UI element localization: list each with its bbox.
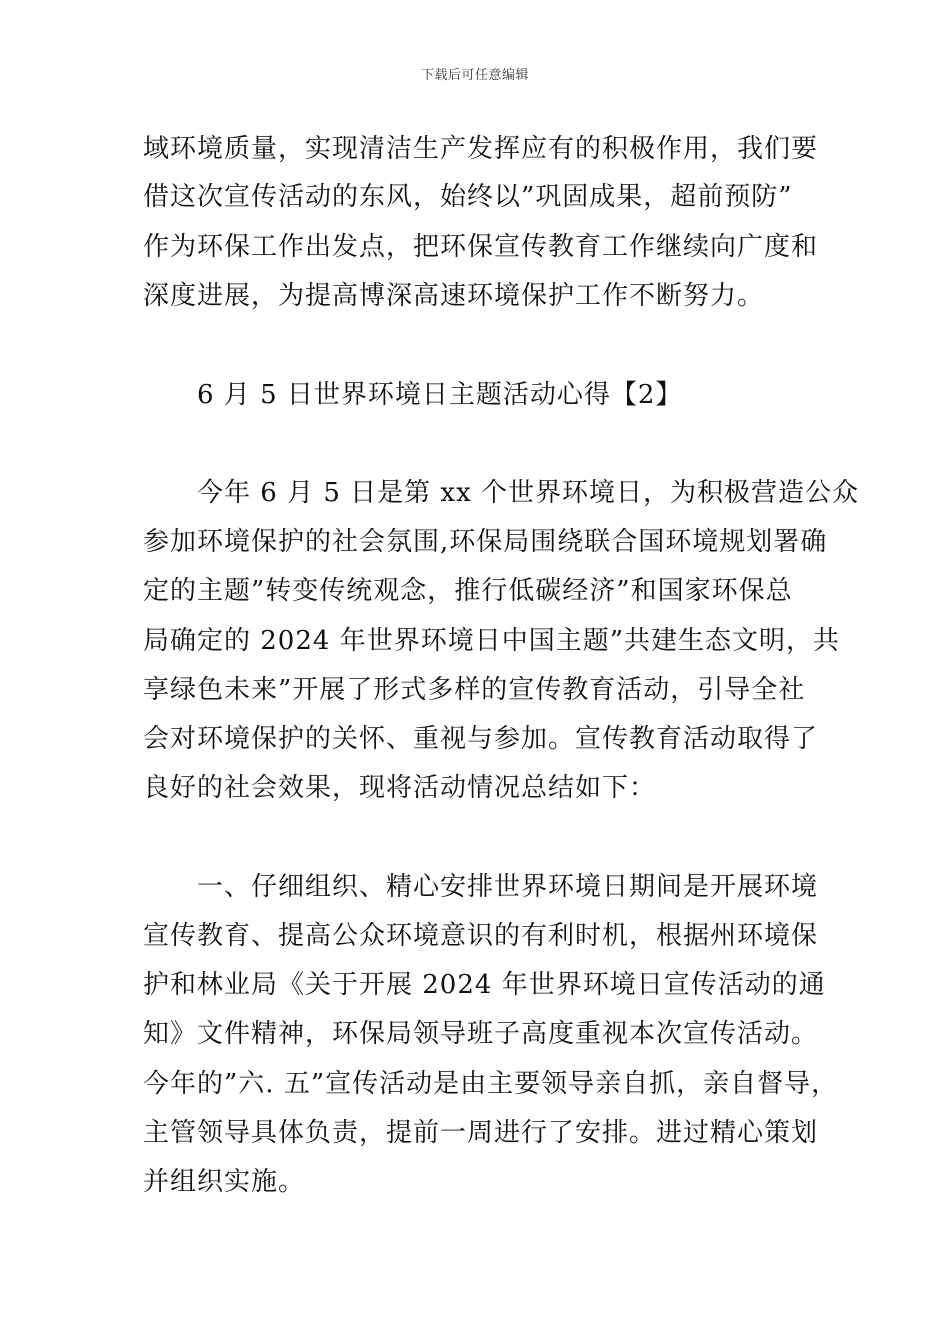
- text-line: 今年的”六. 五”宣传活动是由主要领导亲自抓，亲自督导，: [143, 1069, 839, 1099]
- text-line: 一、仔细组织、精心安排世界环境日期间是开展环境: [197, 872, 819, 902]
- text-line: 知》文件精神，环保局领导班子高度重视本次宣传活动。: [143, 1019, 819, 1049]
- text-line: 主管领导具体负责，提前一周进行了安排。进过精心策划: [143, 1118, 819, 1148]
- text-line: 良好的社会效果，现将活动情况总结如下：: [143, 773, 657, 803]
- text-line: 会对环境保护的关怀、重视与参加。宣传教育活动取得了: [143, 724, 819, 754]
- text-line: 定的主题”转变传统观念，推行低碳经济”和国家环保总: [143, 576, 793, 606]
- text-line: 借这次宣传活动的东风，始终以”巩固成果，超前预防”: [143, 182, 793, 212]
- text-line: 深度进展，为提高博深高速环境保护工作不断努力。: [143, 281, 765, 311]
- text-line: 局确定的 2024 年世界环境日中国主题”共建生态文明，共: [143, 626, 840, 656]
- heading-line: 6 月 5 日世界环境日主题活动心得【2】: [197, 380, 683, 410]
- page-header: 下载后可任意编辑: [420, 68, 529, 83]
- text-line: 今年 6 月 5 日是第 xx 个世界环境日，为积极营造公众: [197, 478, 859, 508]
- text-line: 并组织实施。: [143, 1167, 306, 1197]
- text-line: 宣传教育、提高公众环境意识的有利时机，根据州环境保: [143, 921, 819, 951]
- text-line: 护和林业局《关于开展 2024 年世界环境日宣传活动的通: [143, 970, 826, 1000]
- text-line: 作为环保工作出发点，把环保宣传教育工作继续向广度和: [143, 232, 819, 262]
- text-line: 域环境质量，实现清洁生产发挥应有的积极作用，我们要: [143, 134, 819, 164]
- text-line: 参加环境保护的社会氛围,环保局围绕联合国环境规划署确: [143, 527, 828, 557]
- text-line: 享绿色未来”开展了形式多样的宣传教育活动，引导全社: [143, 675, 806, 705]
